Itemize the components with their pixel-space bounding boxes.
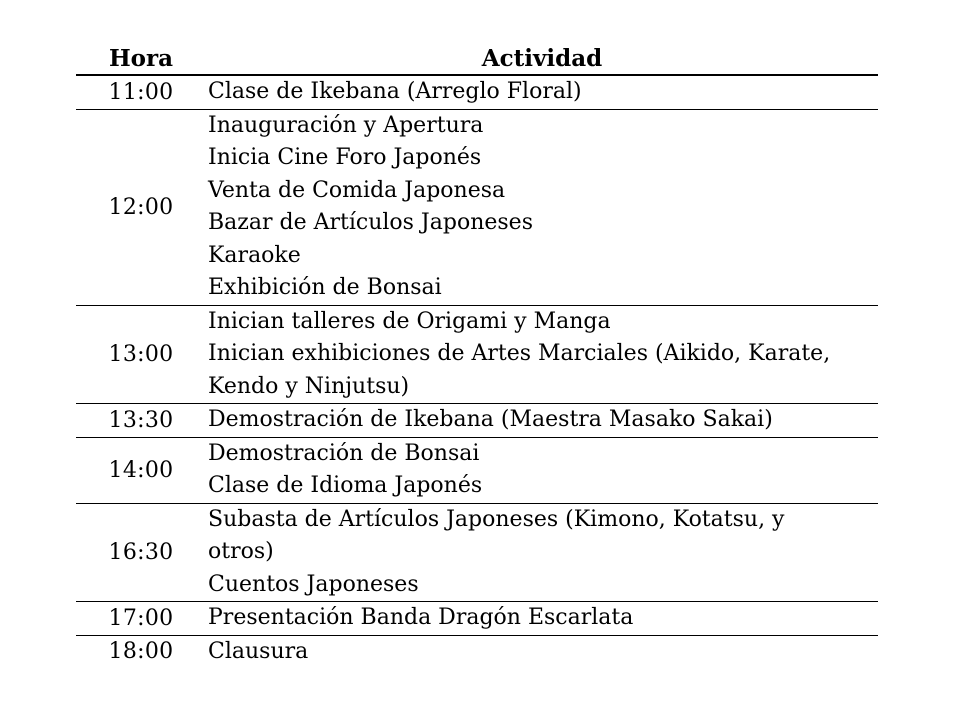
activity-item: Venta de Comida Japonesa <box>208 177 506 203</box>
activity-item: Kendo y Ninjutsu) <box>208 373 410 399</box>
table-row <box>76 504 878 603</box>
table-row <box>76 438 878 504</box>
row-activities <box>206 504 878 602</box>
schedule-table <box>76 42 878 668</box>
activity-item: Inician talleres de Origami y Manga <box>208 308 611 334</box>
row-time: 13:00 <box>108 341 174 367</box>
activity-item: Bazar de Artículos Japoneses <box>208 210 533 235</box>
activity-item: Clausura <box>208 638 309 664</box>
row-time: 16:30 <box>108 539 174 565</box>
table-row <box>76 76 878 110</box>
row-time: 18:00 <box>108 639 174 665</box>
table-row <box>76 306 878 405</box>
table-row <box>76 636 878 669</box>
row-activities <box>206 438 878 503</box>
activity-item: Subasta de Artículos Japoneses (Kimono, Kotatsu, y <box>208 506 785 532</box>
header-activity: Actividad <box>481 45 603 72</box>
activity-item: Clase de Idioma Japonés <box>208 473 483 498</box>
activity-item: Demostración de Bonsai <box>208 440 480 466</box>
table-row <box>76 404 878 438</box>
row-activities <box>206 602 878 635</box>
row-activities <box>206 636 878 669</box>
activity-item: Exhibición de Bonsai <box>208 275 442 300</box>
row-time: 13:30 <box>108 407 174 433</box>
activity-item: otros) <box>208 539 274 564</box>
activity-item: Cuentos Japoneses <box>208 571 419 597</box>
row-activities <box>206 306 878 404</box>
table-header <box>76 42 878 76</box>
activity-item: Demostración de Ikebana (Maestra Masako Sakai) <box>208 407 773 432</box>
header-time: Hora <box>108 45 174 72</box>
activity-item: Inicia Cine Foro Japonés <box>208 145 482 170</box>
row-activities <box>206 76 878 109</box>
table-row <box>76 602 878 636</box>
activity-item: Karaoke <box>208 242 301 268</box>
row-activities <box>206 404 878 437</box>
activity-item: Inauguración y Apertura <box>208 112 484 138</box>
row-time: 12:00 <box>108 194 174 220</box>
activity-item: Presentación Banda Dragón Escarlata <box>208 605 634 630</box>
activity-item: Inician exhibiciones de Artes Marciales (Aikido, Karate, <box>208 341 831 366</box>
row-time: 17:00 <box>108 605 174 631</box>
row-time: 11:00 <box>108 79 174 105</box>
table-row <box>76 110 878 306</box>
activity-item: Clase de Ikebana (Arreglo Floral) <box>208 79 582 104</box>
row-time: 14:00 <box>108 457 174 483</box>
row-activities <box>206 110 878 305</box>
